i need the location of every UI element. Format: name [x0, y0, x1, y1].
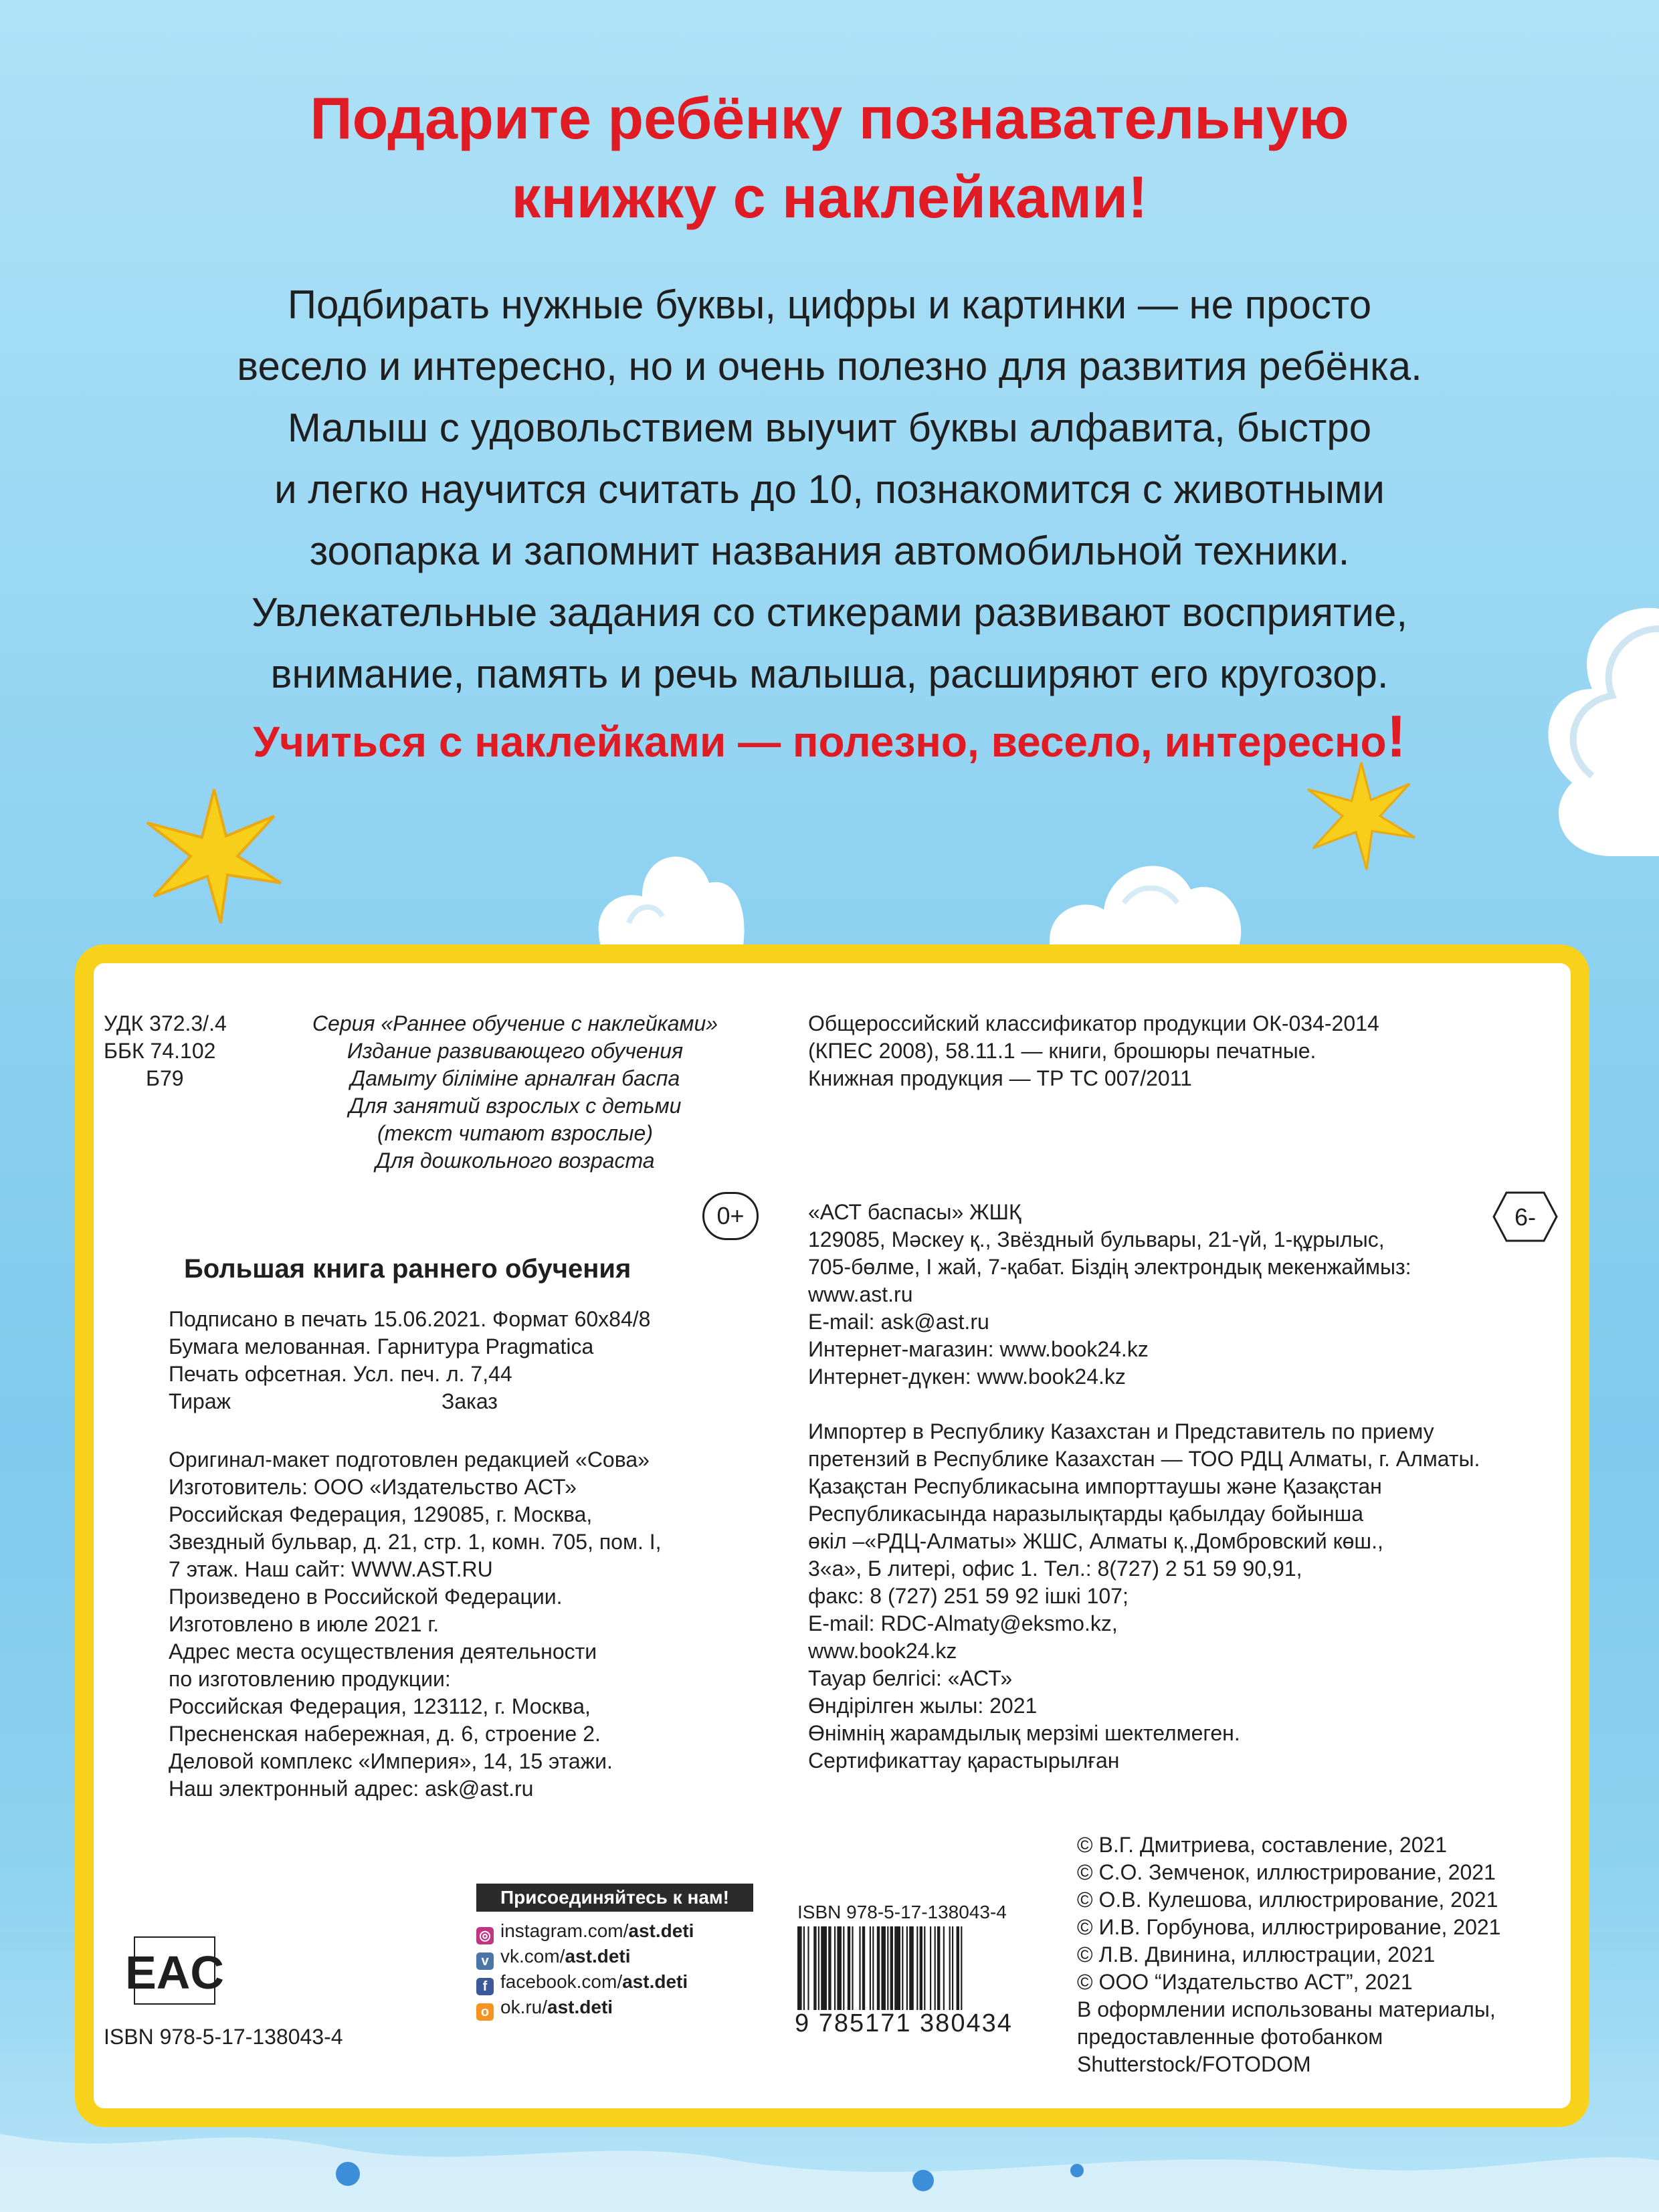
slogan-text: Учиться с наклейками — полезно, весело, интересно: [253, 718, 1387, 766]
social-header: Присоединяйтесь к нам!: [476, 1884, 753, 1912]
age-rating-badge: 0+: [702, 1192, 759, 1240]
barcode-bar: [843, 1926, 844, 2010]
bbk-code: ББК 74.102: [104, 1039, 216, 1063]
copyright-block: [1077, 1831, 1500, 2078]
copyright-line: В оформлении использованы материалы,: [1077, 1997, 1496, 2021]
barcode-bar: [924, 1926, 925, 2010]
importer-line: Импортер в Республику Казахстан и Представитель по приему: [808, 1419, 1434, 1443]
social-handle: ast.deti: [628, 1920, 694, 1941]
barcode-bar: [890, 1926, 893, 2010]
headline-line-2: книжку с наклейками!: [511, 164, 1148, 230]
barcode-bar: [872, 1926, 874, 2010]
print-info-line: Подписано в печать 15.06.2021. Формат 60x84/8: [169, 1307, 651, 1331]
description-line: Увлекательные задания со стикерами развивают восприятие,: [251, 590, 1408, 635]
kz-publisher-line: 129085, Мәскеу қ., Звёздный бульвары, 21-үй, 1-құрылыс,: [808, 1227, 1385, 1251]
importer-line: факс: 8 (727) 251 59 92 ішкі 107;: [808, 1584, 1129, 1608]
barcode-bar: [949, 1926, 951, 2010]
barcode-bar: [821, 1926, 827, 2010]
barcode-bar: [916, 1926, 918, 2010]
barcode-bar: [828, 1926, 831, 2010]
barcode-bar: [837, 1926, 842, 2010]
importer-line: 3«а», Б литері, офис 1. Тел.: 8(727) 2 51 59 90,91,: [808, 1556, 1302, 1581]
udk-code: УДК 372.3/.4: [104, 1011, 227, 1035]
classifier-line: Книжная продукция — ТР ТС 007/2011: [808, 1066, 1192, 1090]
social-vk-link[interactable]: [476, 1944, 631, 1970]
importer-line: өкіл –«РДЦ-Алматы» ЖШС, Алматы қ.,Домбровский көш.,: [808, 1529, 1383, 1553]
kz-publisher-line: E-mail: ask@ast.ru: [808, 1310, 989, 1334]
copyright-line: © Л.В. Двинина, иллюстрации, 2021: [1077, 1942, 1436, 1967]
barcode-bar: [887, 1926, 888, 2010]
description-line: зоопарка и запомнит названия автомобильной техники.: [309, 528, 1350, 573]
barcode-bar: [807, 1926, 809, 2010]
maker-line: Произведено в Российской Федерации.: [169, 1585, 563, 1609]
copyright-line: © ООО “Издательство АСТ”, 2021: [1077, 1970, 1413, 1994]
series-line: Для дошкольного возраста: [375, 1148, 655, 1173]
barcode-bar: [803, 1926, 805, 2010]
book-title: Большая книга раннего обучения: [184, 1254, 631, 1284]
copyright-line: © В.Г. Дмитриева, составление, 2021: [1077, 1833, 1448, 1857]
series-line: Дамыту біліміне арналған баспа: [350, 1066, 680, 1090]
star-left-illustration: [147, 789, 281, 923]
barcode-bar: [852, 1926, 853, 2010]
description-paragraph: [0, 274, 1659, 705]
maker-line: Российская Федерация, 129085, г. Москва,: [169, 1502, 593, 1526]
author-mark: Б79: [146, 1066, 184, 1090]
maker-line: Оригинал-макет подготовлен редакцией «Сова»: [169, 1447, 650, 1472]
maker-line: по изготовлению продукции:: [169, 1667, 451, 1691]
barcode-bar: [909, 1926, 914, 2010]
headline: [0, 79, 1659, 237]
age-rating-kz-text: 6-: [1514, 1203, 1537, 1231]
maker-line: Изготовлено в июле 2021 г.: [169, 1612, 440, 1636]
cloud-right-center-illustration: [1044, 803, 1251, 950]
series-line: Серия «Раннее обучение с наклейками»: [312, 1011, 718, 1035]
barcode-bar: [813, 1926, 816, 2010]
social-prefix: ok.ru/: [500, 1997, 548, 2017]
maker-line: 7 этаж. Наш сайт: WWW.AST.RU: [169, 1557, 493, 1581]
barcode-bar: [943, 1926, 945, 2010]
maker-line: Пресненская набережная, д. 6, строение 2.: [169, 1722, 601, 1746]
isbn-barcode-label: ISBN 978-5-17-138043-4: [797, 1902, 1007, 1922]
importer-line: www.book24.kz: [808, 1639, 957, 1663]
importer-line: претензий в Республике Казахстан — ТОО РДЦ Алматы, г. Алматы.: [808, 1447, 1480, 1471]
barcode-bar: [961, 1926, 962, 2010]
barcode-bar: [902, 1926, 903, 2010]
barcode-bar: [920, 1926, 922, 2010]
eac-text: EAC: [125, 1946, 224, 1999]
print-info-line: Бумага мелованная. Гарнитура Pragmatica: [169, 1334, 594, 1359]
classifier-line: Общероссийский классификатор продукции ОК-034-2014: [808, 1011, 1379, 1035]
barcode-bar: [797, 1926, 802, 2010]
age-rating-kz-badge: [1492, 1191, 1559, 1243]
maker-line: Изготовитель: ООО «Издательство АСТ»: [169, 1475, 577, 1499]
kz-publisher-line: 705-бөлме, I жай, 7-қабат. Біздің электрондық мекенжаймыз:: [808, 1255, 1411, 1279]
importer-line: Өнімнің жарамдылық мерзімі шектелмеген.: [808, 1721, 1240, 1745]
star-right-illustration: [1308, 763, 1415, 870]
barcode-bar: [862, 1926, 865, 2010]
cloud-center-illustration: [589, 789, 749, 950]
slogan-exclamation: !: [1386, 703, 1406, 769]
isbn-left: ISBN 978-5-17-138043-4: [104, 2025, 343, 2049]
headline-line-1: Подарите ребёнку познавательную: [310, 85, 1349, 151]
kz-publisher-line: Интернет-магазин: www.book24.kz: [808, 1337, 1149, 1361]
description-line: Малыш с удовольствием выучит буквы алфавита, быстро: [287, 405, 1372, 450]
maker-line: Деловой комплекс «Империя», 14, 15 этажи.: [169, 1749, 613, 1773]
barcode-bar: [859, 1926, 860, 2010]
maker-line: Звездный бульвар, д. 21, стр. 1, комн. 705, пом. I,: [169, 1530, 662, 1554]
social-ok-link[interactable]: [476, 1995, 613, 2021]
barcode-bar: [877, 1926, 880, 2010]
maker-line: Российская Федерация, 123112, г. Москва,: [169, 1694, 591, 1718]
zakaz-label: Заказ: [442, 1389, 498, 1413]
copyright-line: предоставленные фотобанком: [1077, 2025, 1383, 2049]
importer-line: Сертификаттау қарастырылған: [808, 1748, 1120, 1773]
kz-publisher-line: www.ast.ru: [808, 1282, 913, 1306]
barcode-bar: [894, 1926, 900, 2010]
eac-certification-mark: [125, 1936, 224, 2005]
barcode-bar: [937, 1926, 940, 2010]
barcode-bar: [952, 1926, 953, 2010]
copyright-line: © С.О. Земченок, иллюстрирование, 2021: [1077, 1860, 1496, 1884]
barcode-bar: [834, 1926, 836, 2010]
description-line: внимание, память и речь малыша, расширяют его кругозор.: [270, 651, 1389, 696]
importer-line: Өндірілген жылы: 2021: [808, 1694, 1038, 1718]
barcode-bar: [848, 1926, 850, 2010]
social-prefix: vk.com/: [500, 1946, 565, 1967]
copyright-line: Shutterstock/FOTODOM: [1077, 2052, 1311, 2076]
importer-line: Тауар белгісі: «АСТ»: [808, 1666, 1013, 1690]
series-line: Для занятий взрослых с детьми: [349, 1094, 682, 1118]
social-prefix: instagram.com/: [500, 1920, 629, 1941]
series-line: (текст читают взрослые): [377, 1121, 653, 1145]
facebook-icon: f: [476, 1978, 494, 1995]
vk-icon: v: [476, 1952, 494, 1970]
slogan: [0, 702, 1659, 771]
barcode-bar: [870, 1926, 871, 2010]
barcode-bar: [935, 1926, 936, 2010]
barcode: [797, 1926, 1025, 2010]
description-line: и легко научится считать до 10, познакомится с животными: [274, 467, 1385, 512]
tirazh-label: Тираж: [169, 1389, 231, 1413]
barcode-bar: [930, 1926, 931, 2010]
maker-line: Наш электронный адрес: ask@ast.ru: [169, 1777, 534, 1801]
description-line: Подбирать нужные буквы, цифры и картинки — не просто: [287, 282, 1372, 327]
barcode-bar: [881, 1926, 886, 2010]
ok-icon: o: [476, 2003, 494, 2021]
social-instagram-link[interactable]: [476, 1918, 694, 1944]
importer-line: Қазақстан Республикасына импорттаушы және Қазақстан: [808, 1474, 1382, 1498]
barcode-bar: [818, 1926, 819, 2010]
barcode-bar: [906, 1926, 908, 2010]
importer-line: Республикасында наразылықтарды қабылдау бойынша: [808, 1502, 1364, 1526]
series-line: Издание развивающего обучения: [347, 1039, 684, 1063]
kz-publisher-line: Интернет-дүкен: www.book24.kz: [808, 1365, 1126, 1389]
instagram-icon: ◎: [476, 1927, 494, 1944]
importer-line: E-mail: RDC-Almaty@eksmo.kz,: [808, 1611, 1118, 1635]
kz-publisher-line: «АСТ баспасы» ЖШҚ: [808, 1200, 1021, 1224]
social-handle: ast.deti: [547, 1997, 613, 2017]
barcode-digits: 9 785171 380434: [795, 2009, 1013, 2037]
maker-line: Адрес места осуществления деятельности: [169, 1639, 597, 1664]
print-info-line: Печать офсетная. Усл. печ. л. 7,44: [169, 1362, 512, 1386]
classifier-line: (КПЕС 2008), 58.11.1 — книги, брошюры печатные.: [808, 1039, 1316, 1063]
barcode-bar: [957, 1926, 959, 2010]
description-line: весело и интересно, но и очень полезно для развития ребёнка.: [237, 344, 1422, 389]
social-handle: ast.deti: [565, 1946, 631, 1967]
copyright-line: © О.В. Кулешова, иллюстрирование, 2021: [1077, 1888, 1498, 1912]
copyright-line: © И.В. Горбунова, иллюстрирование, 2021: [1077, 1915, 1501, 1939]
social-prefix: facebook.com/: [500, 1971, 623, 1992]
social-facebook-link[interactable]: [476, 1969, 688, 1995]
social-handle: ast.deti: [622, 1971, 688, 1992]
